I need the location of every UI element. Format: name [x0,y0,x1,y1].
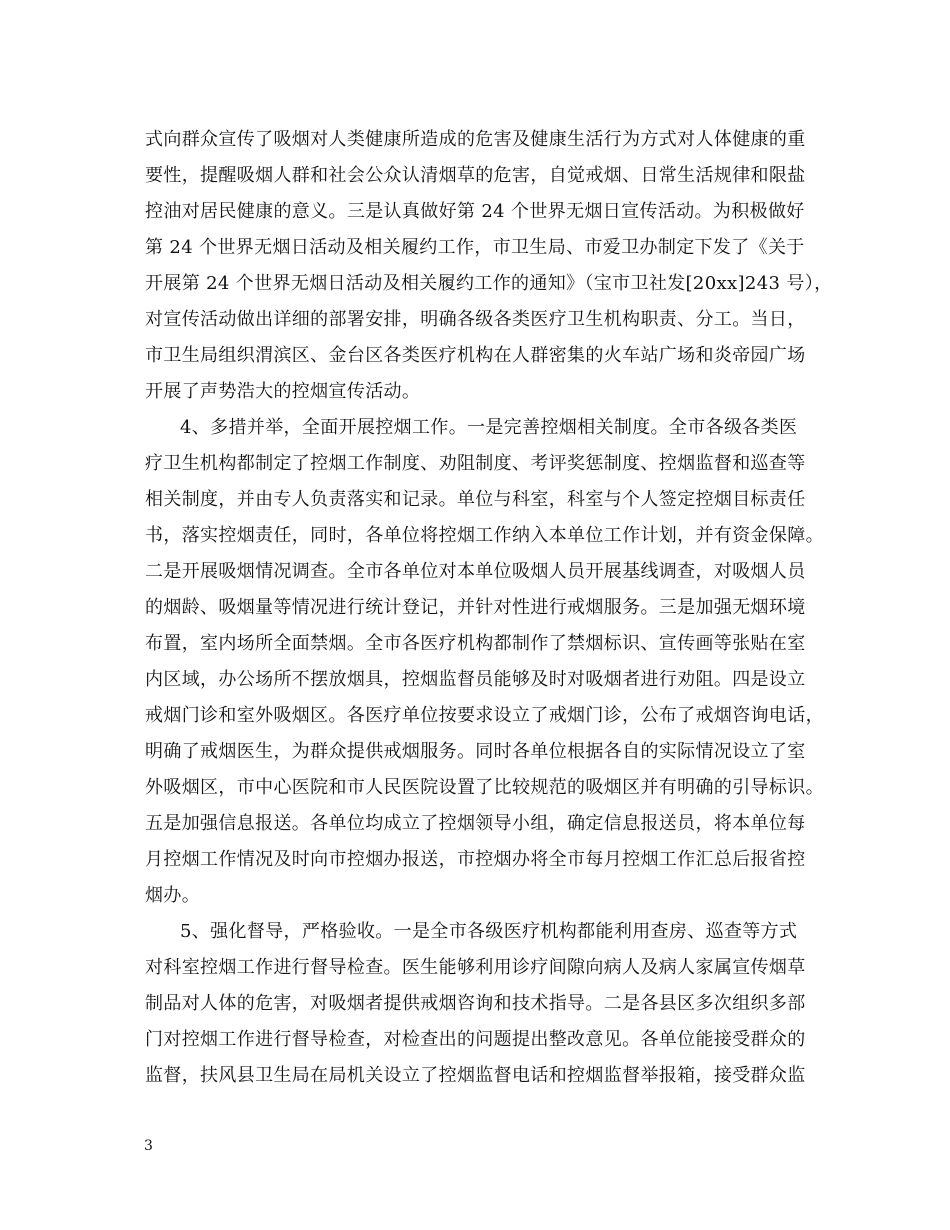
body-line: 二是开展吸烟情况调查。全市各单位对本单位吸烟人员开展基线调查，对吸烟人员 [145,561,806,582]
body-line: 制品对人体的危害，对吸烟者提供戒烟咨询和技术指导。二是各县区多次组织多部 [145,993,806,1014]
body-line: 内区域，办公场所不摆放烟具，控烟监督员能够及时对吸烟者进行劝阻。四是设立 [145,669,806,690]
body-line: 市卫生局组织渭滨区、金台区各类医疗机构在人群密集的火车站广场和炎帝园广场 [145,345,806,366]
body-line: 要性，提醒吸烟人群和社会公众认清烟草的危害，自觉戒烟、日常生活规律和限盐 [145,165,806,186]
paragraph-start-line: 5、强化督导，严格验收。一是全市各级医疗机构都能利用查房、巡查等方式 [180,921,798,942]
body-line: 式向群众宣传了吸烟对人类健康所造成的危害及健康生活行为方式对人体健康的重 [145,129,806,150]
body-line: 外吸烟区，市中心医院和市人民医院设置了比较规范的吸烟区并有明确的引导标识。 [145,777,824,798]
body-line: 烟办。 [145,885,201,906]
body-line: 的烟龄、吸烟量等情况进行统计登记，并针对性进行戒烟服务。三是加强无烟环境 [145,597,806,618]
body-line: 开展第 24 个世界无烟日活动及相关履约工作的通知》（宝市卫社发[20xx]243 号）， [145,273,833,294]
body-line: 明确了戒烟医生，为群众提供戒烟服务。同时各单位根据各自的实际情况设立了室 [145,741,806,762]
page-number: 3 [144,1138,153,1154]
body-line: 书，落实控烟责任，同时，各单位将控烟工作纳入本单位工作计划，并有资金保障。 [145,525,824,546]
body-line: 月控烟工作情况及时向市控烟办报送，市控烟办将全市每月控烟工作汇总后报省控 [145,849,806,870]
body-line: 对宣传活动做出详细的部署安排，明确各级各类医疗卫生机构职责、分工。当日， [145,309,806,330]
body-line: 疗卫生机构都制定了控烟工作制度、劝阻制度、考评奖惩制度、控烟监督和巡查等 [145,453,806,474]
body-line: 第 24 个世界无烟日活动及相关履约工作，市卫生局、市爱卫办制定下发了《关于 [145,237,805,258]
body-line: 布置，室内场所全面禁烟。全市各医疗机构都制作了禁烟标识、宣传画等张贴在室 [145,633,806,654]
body-line: 门对控烟工作进行督导检查，对检查出的问题提出整改意见。各单位能接受群众的 [145,1029,806,1050]
body-line: 戒烟门诊和室外吸烟区。各医疗单位按要求设立了戒烟门诊，公布了戒烟咨询电话， [145,705,824,726]
body-line: 监督，扶风县卫生局在局机关设立了控烟监督电话和控烟监督举报箱，接受群众监 [145,1065,806,1086]
body-line: 对科室控烟工作进行督导检查。医生能够利用诊疗间隙向病人及病人家属宣传烟草 [145,957,806,978]
body-line: 相关制度，并由专人负责落实和记录。单位与科室，科室与个人签定控烟目标责任 [145,489,806,510]
paragraph-start-line: 4、多措并举，全面开展控烟工作。一是完善控烟相关制度。全市各级各类医 [180,417,798,438]
body-line: 控油对居民健康的意义。三是认真做好第 24 个世界无烟日宣传活动。为积极做好 [145,201,805,222]
body-line: 五是加强信息报送。各单位均成立了控烟领导小组，确定信息报送员，将本单位每 [145,813,806,834]
body-line: 开展了声势浩大的控烟宣传活动。 [145,381,421,402]
